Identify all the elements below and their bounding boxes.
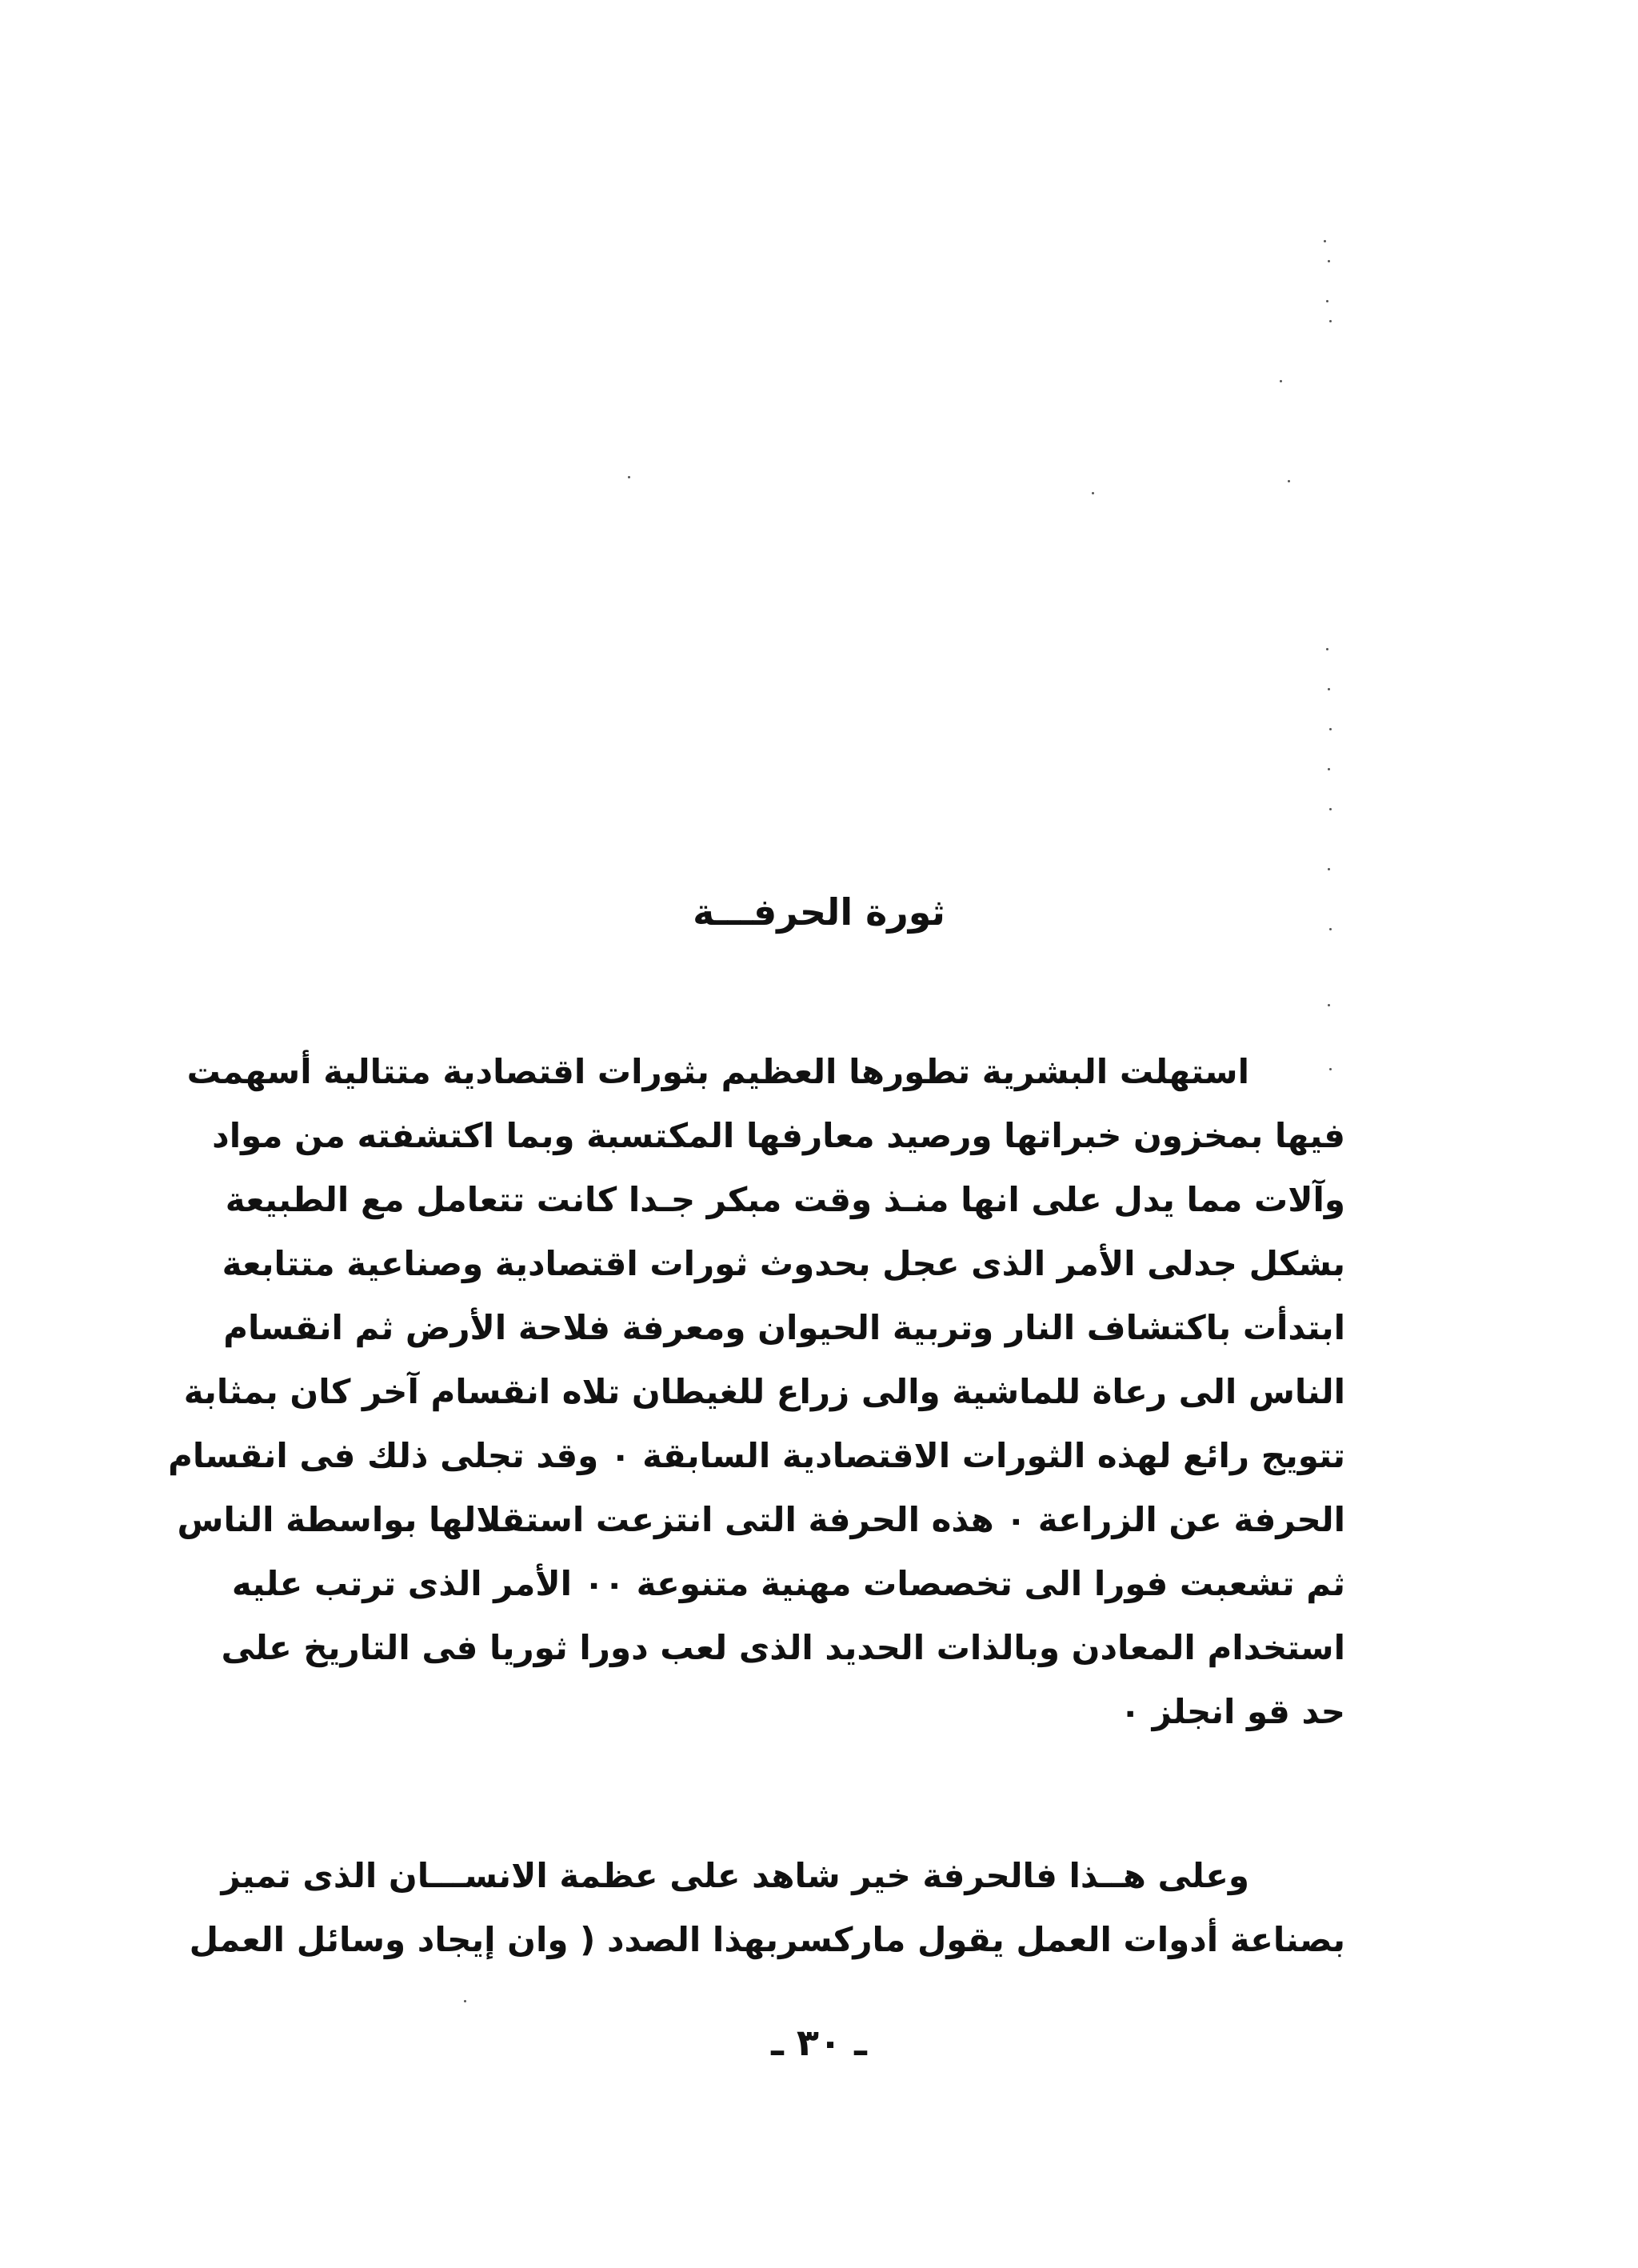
text-line: فيها بمخزون خبراتها ورصيد معارفها المكتسبة وبما اكتشفته من مواد [212, 1116, 1345, 1155]
section-heading: ثورة الحرفـــة [693, 890, 945, 934]
scan-speck [464, 2000, 466, 2002]
scan-speck [1329, 320, 1332, 322]
text-line: وعلى هــذا فالحرفة خير شاهد على عظمة الانســـان الذى تميز [221, 1856, 1249, 1895]
text-line: الحرفة عن الزراعة ٠ هذه الحرفة التى انتزعت استقلالها بواسطة الناس [177, 1500, 1345, 1539]
scan-speck [1324, 240, 1326, 242]
text-line: استهلت البشرية تطورها العظيم بثورات اقتصادية متتالية أسهمت [186, 1052, 1249, 1091]
scan-speck [1280, 380, 1282, 382]
text-line: حد قو انجلز ٠ [1120, 1692, 1345, 1731]
scan-speck [1326, 648, 1328, 650]
scan-speck [1329, 728, 1332, 730]
scan-speck [1328, 688, 1330, 690]
text-line: بشكل جدلى الأمر الذى عجل بحدوث ثورات اقتصادية وصناعية متتابعة [222, 1244, 1345, 1283]
scan-speck [1326, 300, 1328, 302]
scan-speck [1288, 480, 1290, 482]
scan-speck [1329, 808, 1332, 810]
text-line: وآلات مما يدل على انها منـذ وقت مبكر جـدا كانت تتعامل مع الطبيعة [225, 1180, 1345, 1219]
scan-speck [1092, 492, 1094, 494]
scan-speck [1328, 768, 1330, 770]
paragraph-2 [189, 1844, 1345, 1972]
page-number: ـ ٣٠ ـ [771, 2021, 867, 2064]
text-line: ابتدأت باكتشاف النار وتربية الحيوان ومعرفة فلاحة الأرض ثم انقسام [223, 1308, 1345, 1347]
text-line: استخدام المعادن وبالذات الحديد الذى لعب دورا ثوريا فى التاريخ على [221, 1628, 1345, 1667]
scan-speck [1328, 868, 1330, 870]
scan-speck [1328, 1004, 1330, 1006]
text-line: ثم تشعبت فورا الى تخصصات مهنية متنوعة ٠٠ الأمر الذى ترتب عليه [231, 1564, 1345, 1603]
scan-speck [628, 476, 630, 478]
text-line: بصناعة أدوات العمل يقول ماركسربهذا الصدد ( وان إيجاد وسائل العمل [189, 1920, 1345, 1959]
paragraph-1 [168, 1040, 1345, 1744]
scan-speck [1328, 260, 1330, 262]
text-line: تتويج رائع لهذه الثورات الاقتصادية السابقة ٠ وقد تجلى ذلك فى انقسام [168, 1436, 1345, 1475]
text-line: الناس الى رعاة للماشية والى زراع للغيطان تلاه انقسام آخر كان بمثابة [183, 1372, 1345, 1411]
